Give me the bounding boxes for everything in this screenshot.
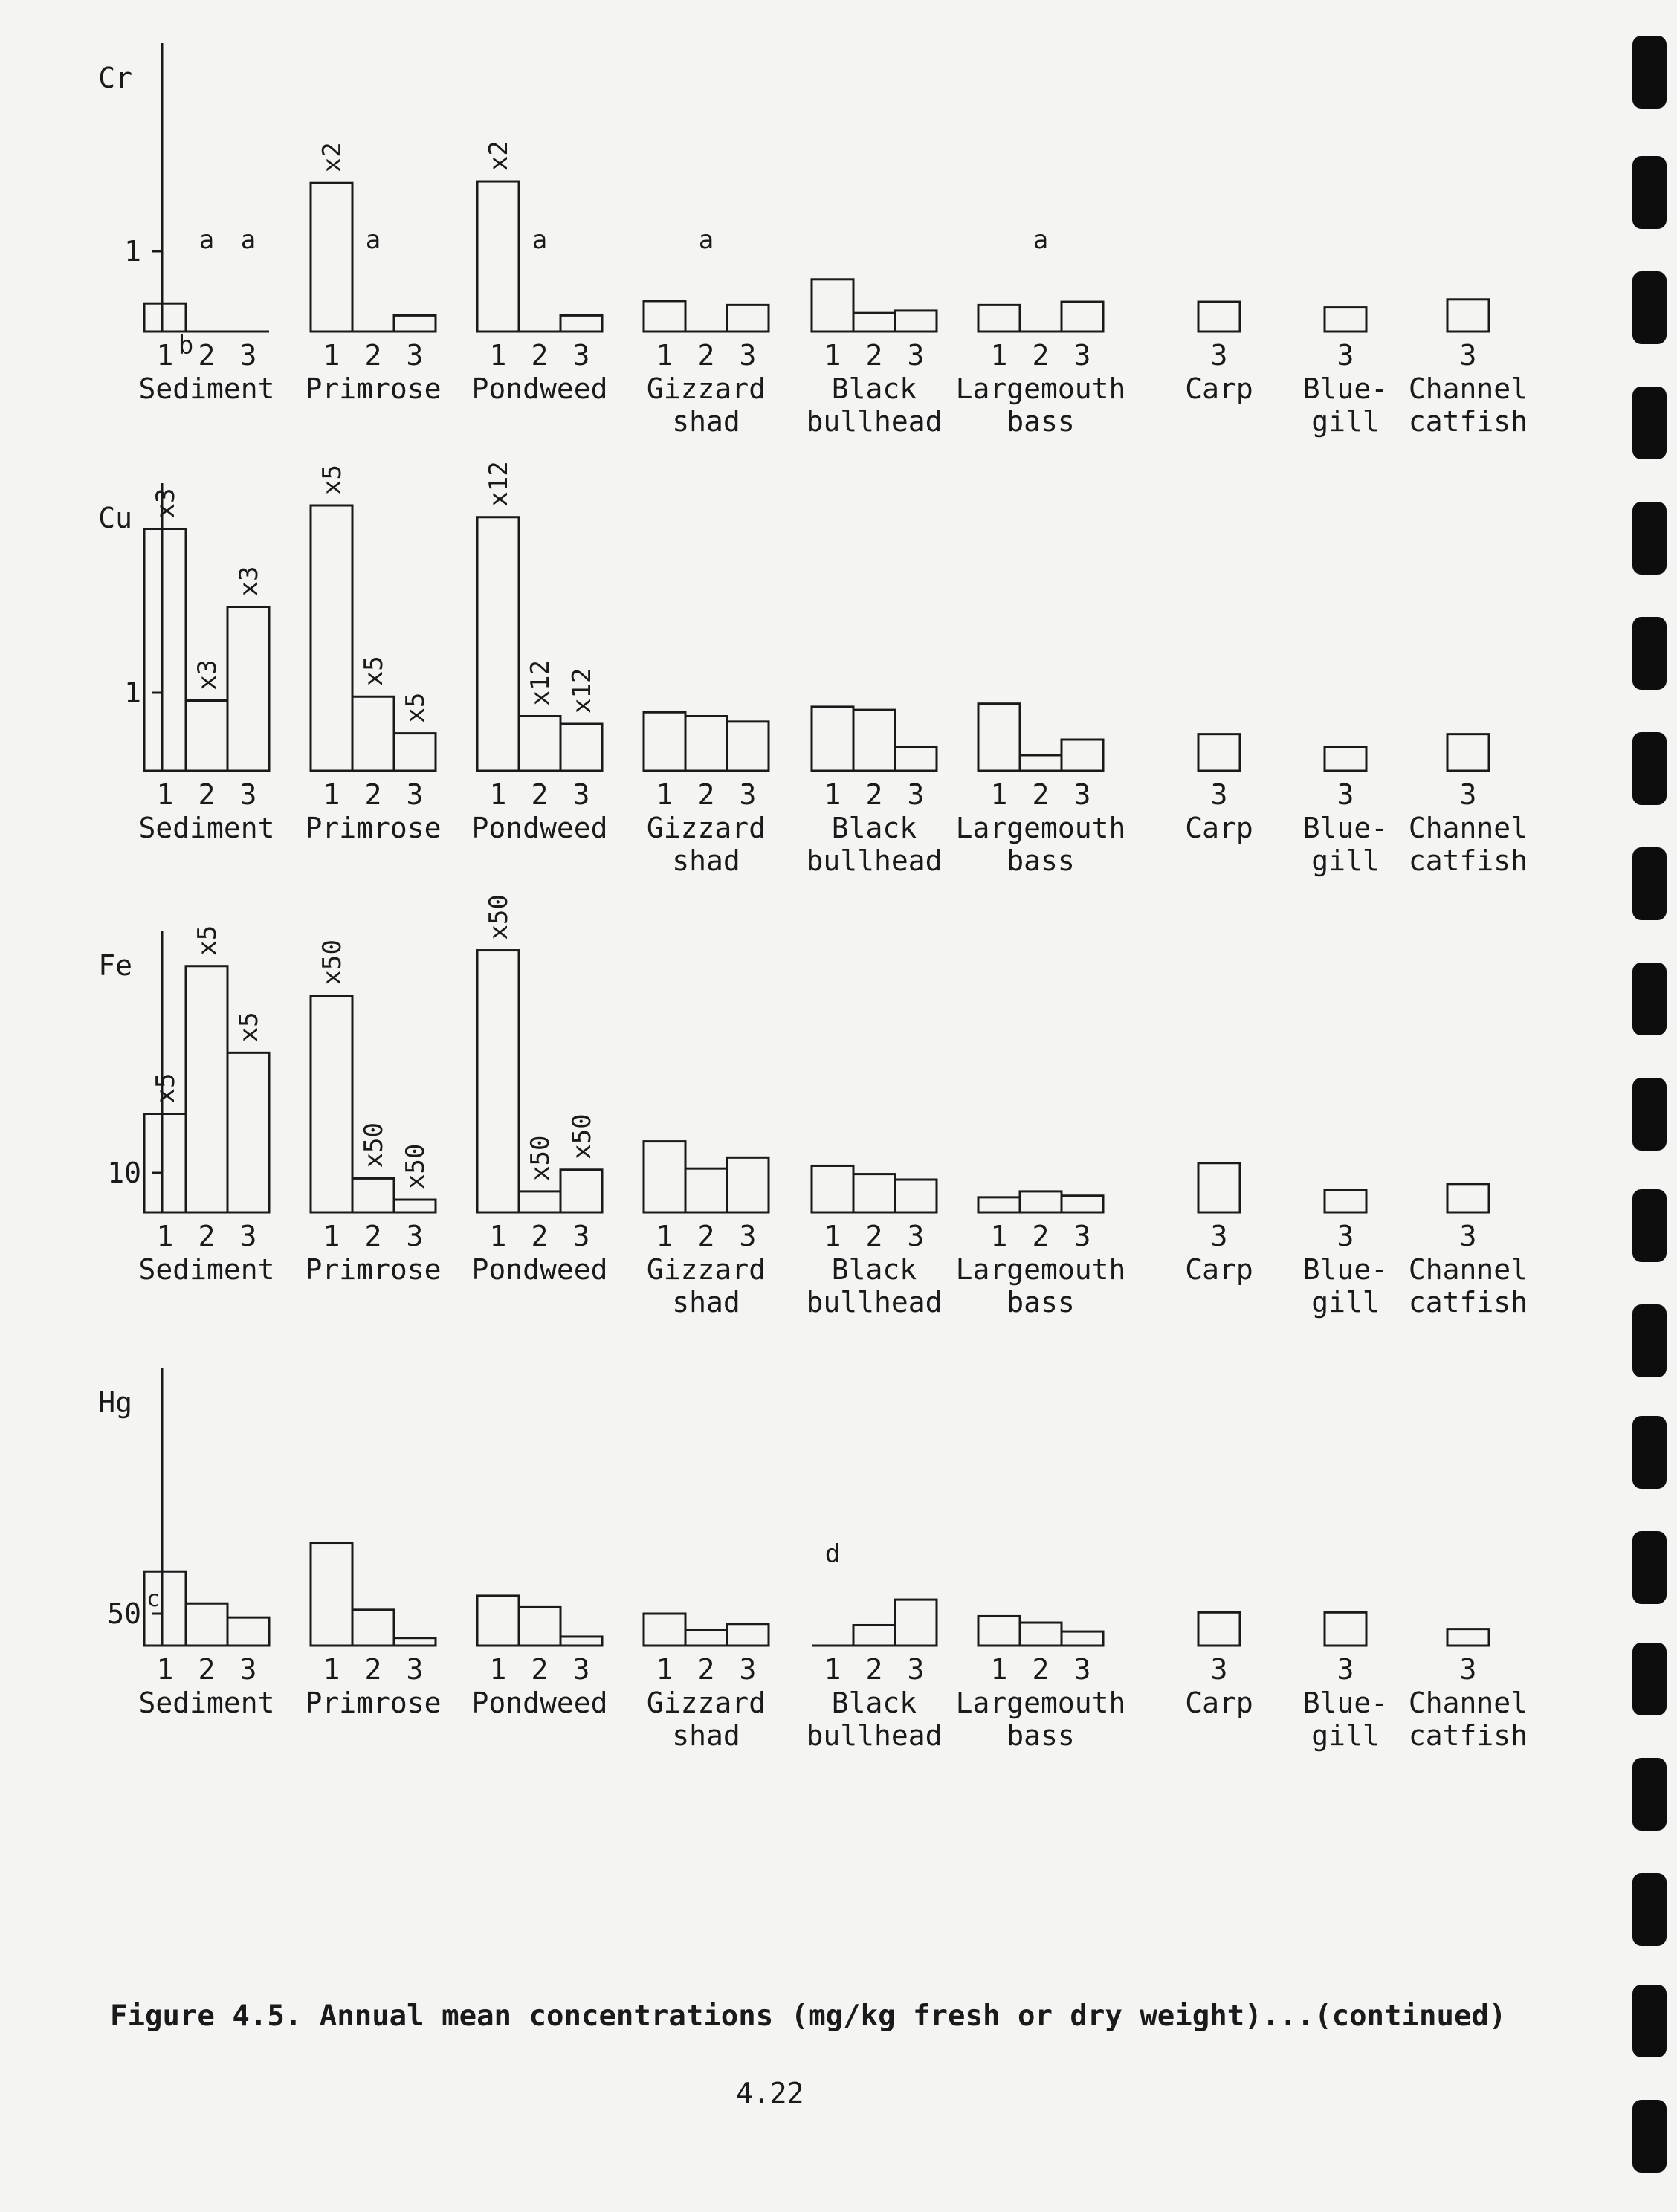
chart-element-label: Cr (98, 62, 132, 94)
bar (227, 607, 269, 772)
site-label: 1 (824, 339, 841, 372)
site-label: 3 (1337, 1220, 1354, 1252)
bar (1198, 302, 1240, 332)
site-label: 1 (990, 339, 1008, 372)
bar (853, 1625, 895, 1646)
binder-hole-mark (1632, 2100, 1667, 2173)
site-label: 2 (1032, 778, 1050, 811)
group-label: Largemouth (955, 812, 1126, 844)
scale-multiplier: x2 (317, 142, 347, 173)
site-label: 2 (531, 339, 549, 372)
figure-caption: Figure 4.5. Annual mean concentrations (mg/kg fresh or dry weight)...(continued) (110, 1999, 1507, 2033)
site-label: 1 (489, 1653, 507, 1686)
y-tick-label: 1 (124, 235, 141, 268)
group-label: Gizzard (646, 812, 766, 844)
scale-multiplier: x50 (401, 1143, 430, 1190)
bar (812, 279, 853, 332)
bar (186, 701, 227, 772)
site-label: 3 (1459, 1653, 1477, 1686)
bar-footnote: a (365, 225, 381, 255)
group-label: Pondweed (471, 1687, 608, 1719)
scale-multiplier: x5 (151, 1073, 181, 1104)
scale-multiplier: x5 (193, 925, 222, 956)
site-label: 1 (990, 778, 1008, 811)
scale-multiplier: x12 (484, 461, 514, 507)
bar (727, 1624, 769, 1646)
bar (978, 1197, 1020, 1212)
bar (727, 305, 769, 332)
bar (311, 996, 352, 1213)
binder-hole-mark (1632, 1758, 1667, 1831)
bar (1198, 1163, 1240, 1212)
bar (1062, 1631, 1103, 1646)
bar (1447, 1629, 1489, 1646)
site-label: 3 (907, 339, 925, 372)
site-label: 3 (1073, 339, 1091, 372)
y-tick-label: 1 (124, 676, 141, 709)
site-label: 1 (489, 1220, 507, 1252)
scale-multiplier: x5 (401, 692, 430, 723)
bar (519, 1191, 560, 1212)
y-tick-label: 50 (107, 1597, 141, 1630)
group-label: shad (672, 844, 740, 877)
bar (227, 1052, 269, 1212)
group-label: Gizzard (646, 372, 766, 405)
bar (1062, 740, 1103, 771)
site-label: 2 (531, 1220, 549, 1252)
site-label: 3 (1210, 778, 1228, 811)
binder-hole-mark (1632, 1078, 1667, 1151)
site-label: 3 (239, 1653, 257, 1686)
bar (352, 696, 394, 771)
group-label: catfish (1408, 1719, 1528, 1752)
scale-multiplier: x50 (484, 894, 514, 940)
group-label: Primrose (305, 372, 442, 405)
site-label: 1 (489, 778, 507, 811)
site-label: 1 (990, 1653, 1008, 1686)
site-label: 2 (364, 339, 382, 372)
binder-hole-mark (1632, 1304, 1667, 1377)
group-label: Carp (1185, 812, 1253, 844)
bar (644, 1142, 685, 1212)
bar (1325, 308, 1366, 332)
site-label: 2 (198, 1653, 216, 1686)
site-label: 1 (656, 1220, 673, 1252)
scale-multiplier: x5 (359, 656, 389, 687)
site-label: 1 (323, 778, 340, 811)
site-label: 3 (739, 1220, 757, 1252)
group-label: Channel (1408, 372, 1528, 405)
bar (685, 717, 727, 772)
group-label: Primrose (305, 1253, 442, 1286)
group-label: Sediment (138, 372, 275, 405)
bar (853, 710, 895, 771)
bar (812, 707, 853, 771)
site-label: 1 (156, 778, 174, 811)
group-label: Sediment (138, 1687, 275, 1719)
site-label: 1 (156, 1220, 174, 1252)
group-label: catfish (1408, 844, 1528, 877)
group-label: shad (672, 1719, 740, 1752)
bar (685, 1168, 727, 1212)
site-label: 1 (323, 339, 340, 372)
site-label: 2 (865, 339, 883, 372)
bar (978, 704, 1020, 771)
site-label: 2 (1032, 339, 1050, 372)
site-label: 1 (323, 1220, 340, 1252)
scale-multiplier: x2 (484, 140, 514, 172)
bar (1020, 1191, 1062, 1212)
site-label: 3 (1337, 339, 1354, 372)
group-label: Black (831, 372, 917, 405)
binder-hole-mark (1632, 617, 1667, 690)
scale-multiplier: x3 (193, 659, 222, 691)
bar (352, 1178, 394, 1212)
bar (477, 1596, 519, 1646)
binder-hole-mark (1632, 387, 1667, 459)
group-label: bass (1006, 405, 1075, 438)
chart-element-label: Cu (98, 502, 132, 534)
site-label: 3 (572, 339, 590, 372)
binder-hole-mark (1632, 502, 1667, 575)
site-label: 3 (239, 339, 257, 372)
group-label: Carp (1185, 372, 1253, 405)
site-label: 2 (865, 778, 883, 811)
bar-footnote: a (1033, 225, 1049, 255)
site-label: 1 (656, 778, 673, 811)
group-label: bass (1006, 1286, 1075, 1319)
site-label: 2 (865, 1653, 883, 1686)
site-label: 2 (1032, 1220, 1050, 1252)
bar (1447, 1184, 1489, 1212)
bar (352, 1610, 394, 1646)
bar (812, 1165, 853, 1212)
group-label: catfish (1408, 405, 1528, 438)
site-label: 3 (739, 1653, 757, 1686)
site-label: 3 (1073, 778, 1091, 811)
site-label: 2 (198, 778, 216, 811)
binder-hole-mark (1632, 1643, 1667, 1715)
bar (394, 315, 436, 332)
bar (394, 1638, 436, 1646)
scale-multiplier: x50 (526, 1135, 555, 1181)
group-label: gill (1311, 405, 1380, 438)
site-label: 3 (572, 778, 590, 811)
site-label: 1 (156, 339, 174, 372)
site-label: 2 (531, 1653, 549, 1686)
group-label: bullhead (806, 405, 943, 438)
group-label: gill (1311, 1719, 1380, 1752)
site-label: 3 (1210, 1653, 1228, 1686)
scale-multiplier: x12 (567, 667, 597, 714)
binder-hole-mark (1632, 271, 1667, 344)
group-label: Carp (1185, 1253, 1253, 1286)
site-label: 2 (364, 778, 382, 811)
site-label: 3 (1459, 1220, 1477, 1252)
bar (1447, 734, 1489, 771)
bar (1325, 748, 1366, 772)
y-tick-label: 10 (107, 1157, 141, 1189)
bar (560, 1637, 602, 1646)
binder-hole-mark (1632, 1985, 1667, 2057)
site-label: 2 (198, 1220, 216, 1252)
bar (227, 1617, 269, 1646)
group-label: Sediment (138, 812, 275, 844)
site-label: 1 (824, 1220, 841, 1252)
site-label: 2 (1032, 1653, 1050, 1686)
bar (311, 505, 352, 771)
site-label: 3 (739, 339, 757, 372)
group-label: bass (1006, 1719, 1075, 1752)
bar (1325, 1190, 1366, 1212)
group-label: shad (672, 405, 740, 438)
bar (895, 748, 937, 772)
site-label: 1 (656, 1653, 673, 1686)
binder-hole-mark (1632, 1189, 1667, 1262)
site-label: 3 (907, 1653, 925, 1686)
site-label: 3 (406, 1220, 424, 1252)
scale-multiplier: x5 (317, 465, 347, 495)
group-label: Sediment (138, 1253, 275, 1286)
site-label: 2 (531, 778, 549, 811)
bar (895, 1180, 937, 1212)
group-label: Channel (1408, 1253, 1528, 1286)
bar (978, 305, 1020, 332)
scale-multiplier: x12 (526, 660, 555, 706)
site-label: 2 (198, 339, 216, 372)
bar (853, 1174, 895, 1212)
group-label: bullhead (806, 1286, 943, 1319)
bar (1198, 734, 1240, 771)
group-label: Black (831, 812, 917, 844)
bar-footnote: d (824, 1539, 841, 1569)
group-label: shad (672, 1286, 740, 1319)
group-label: Largemouth (955, 1253, 1126, 1286)
group-label: Channel (1408, 812, 1528, 844)
group-label: Primrose (305, 812, 442, 844)
group-label: Primrose (305, 1687, 442, 1719)
binder-hole-mark (1632, 156, 1667, 229)
group-label: Carp (1185, 1687, 1253, 1719)
site-label: 3 (239, 778, 257, 811)
site-label: 1 (156, 1653, 174, 1686)
site-label: 3 (572, 1653, 590, 1686)
group-label: bullhead (806, 1719, 943, 1752)
group-label: bass (1006, 844, 1075, 877)
sub-footnote: b (178, 331, 194, 360)
page-number: 4.22 (736, 2077, 804, 2109)
group-label: Blue- (1302, 1687, 1389, 1719)
site-label: 3 (907, 778, 925, 811)
bar (144, 529, 186, 772)
bar (186, 966, 227, 1212)
scale-multiplier: x50 (317, 940, 347, 986)
site-label: 2 (865, 1220, 883, 1252)
site-label: 2 (697, 778, 715, 811)
site-label: 3 (1210, 1220, 1228, 1252)
site-label: 3 (406, 778, 424, 811)
group-label: catfish (1408, 1286, 1528, 1319)
group-label: gill (1311, 1286, 1380, 1319)
bar (560, 724, 602, 771)
group-label: Gizzard (646, 1687, 766, 1719)
bar (1447, 300, 1489, 332)
site-label: 3 (907, 1220, 925, 1252)
bar (685, 1630, 727, 1646)
group-label: bullhead (806, 844, 943, 877)
group-label: Black (831, 1687, 917, 1719)
bar (477, 517, 519, 771)
bar (1062, 302, 1103, 332)
binder-hole-mark (1632, 963, 1667, 1035)
site-label: 1 (990, 1220, 1008, 1252)
bar (186, 1603, 227, 1646)
site-label: 2 (697, 1220, 715, 1252)
bar (311, 1543, 352, 1646)
scale-multiplier: x3 (234, 566, 264, 597)
site-label: 1 (323, 1653, 340, 1686)
site-label: 1 (824, 1653, 841, 1686)
group-label: Pondweed (471, 812, 608, 844)
bar (644, 301, 685, 332)
binder-hole-mark (1632, 732, 1667, 805)
bar (1325, 1612, 1366, 1646)
bar (1198, 1612, 1240, 1646)
site-label: 3 (739, 778, 757, 811)
bar (560, 315, 602, 332)
site-label: 3 (1073, 1220, 1091, 1252)
bar (727, 722, 769, 771)
group-label: gill (1311, 844, 1380, 877)
site-label: 3 (1073, 1653, 1091, 1686)
bar (560, 1170, 602, 1212)
scale-multiplier: x50 (567, 1113, 597, 1160)
bar-footnote: a (698, 225, 714, 255)
bar-footnote: a (240, 225, 256, 255)
binder-hole-mark (1632, 1416, 1667, 1489)
site-label: 2 (697, 1653, 715, 1686)
site-label: 2 (697, 339, 715, 372)
binder-hole-mark (1632, 36, 1667, 109)
bar (477, 181, 519, 332)
group-label: Gizzard (646, 1253, 766, 1286)
group-label: Pondweed (471, 372, 608, 405)
site-label: 3 (406, 1653, 424, 1686)
bar-footnote: a (198, 225, 215, 255)
site-label: 1 (824, 778, 841, 811)
site-label: 1 (656, 339, 673, 372)
group-label: Largemouth (955, 1687, 1126, 1719)
site-label: 2 (364, 1220, 382, 1252)
chart-element-label: Fe (98, 949, 132, 982)
group-label: Black (831, 1253, 917, 1286)
group-label: Blue- (1302, 812, 1389, 844)
bar (519, 1607, 560, 1646)
bar (519, 717, 560, 772)
binder-hole-mark (1632, 1531, 1667, 1604)
bar (978, 1616, 1020, 1646)
site-label: 3 (1210, 339, 1228, 372)
bar (895, 311, 937, 332)
bar (311, 183, 352, 332)
site-label: 3 (572, 1220, 590, 1252)
bar (1020, 755, 1062, 771)
scale-multiplier: x3 (151, 488, 181, 519)
y-tick-footnote: c (146, 1586, 161, 1612)
bar (727, 1157, 769, 1212)
bar (1062, 1196, 1103, 1212)
site-label: 3 (1459, 339, 1477, 372)
group-label: Largemouth (955, 372, 1126, 405)
binder-hole-mark (1632, 1873, 1667, 1946)
bar (1020, 1623, 1062, 1646)
bar (394, 734, 436, 771)
site-label: 3 (406, 339, 424, 372)
group-label: Blue- (1302, 372, 1389, 405)
bar (644, 1614, 685, 1646)
site-label: 3 (1459, 778, 1477, 811)
site-label: 3 (239, 1220, 257, 1252)
bar (853, 313, 895, 332)
bar (895, 1600, 937, 1646)
site-label: 2 (364, 1653, 382, 1686)
site-label: 1 (489, 339, 507, 372)
chart-element-label: Hg (98, 1386, 132, 1419)
scale-multiplier: x50 (359, 1122, 389, 1168)
scale-multiplier: x5 (234, 1012, 264, 1043)
site-label: 3 (1337, 1653, 1354, 1686)
site-label: 3 (1337, 778, 1354, 811)
binder-hole-mark (1632, 847, 1667, 920)
bar (644, 712, 685, 771)
bar (477, 951, 519, 1212)
group-label: Pondweed (471, 1253, 608, 1286)
group-label: Channel (1408, 1687, 1528, 1719)
group-label: Blue- (1302, 1253, 1389, 1286)
bar-footnote: a (531, 225, 548, 255)
bar (144, 1114, 186, 1213)
bar (394, 1200, 436, 1212)
bar (144, 303, 186, 332)
